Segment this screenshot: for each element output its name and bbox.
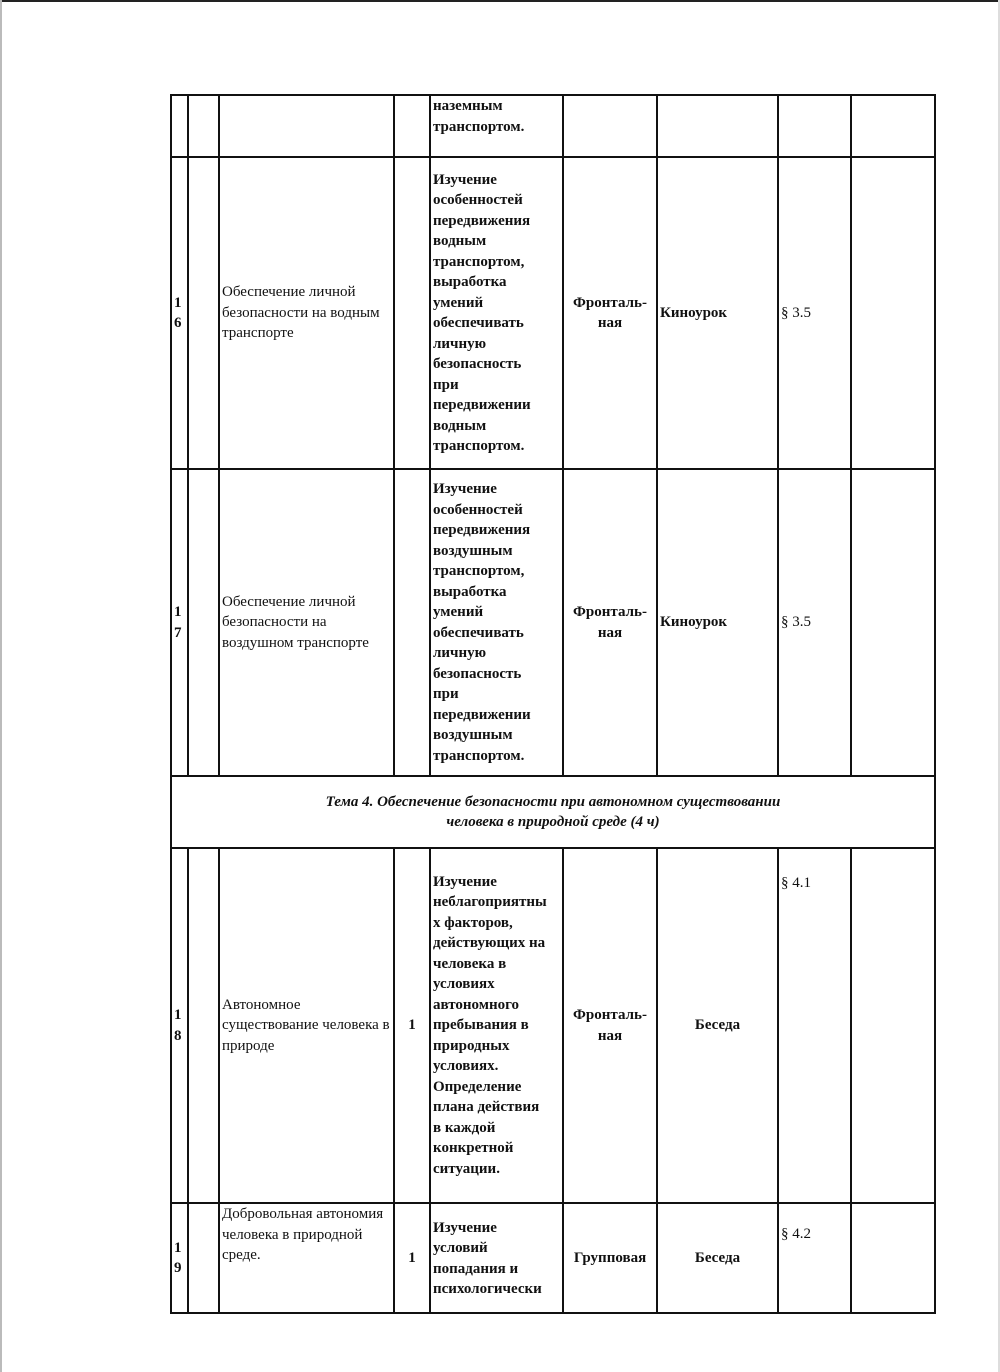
date-cell (188, 469, 219, 776)
lesson-title-cell: Обеспечение личной безопасности на водным транспорте (219, 157, 394, 469)
lesson-plan-table (170, 94, 936, 1314)
paragraph-cell: § 4.2 (778, 1203, 851, 1313)
lesson-number-cell: 1 6 (171, 157, 188, 469)
lesson-title-cell: Автономное существование человека в природе (219, 848, 394, 1203)
lesson-type-cell (657, 95, 778, 157)
lesson-number-cell: 1 8 (171, 848, 188, 1203)
date-cell (188, 157, 219, 469)
lesson-content-cell: Изучение особенностей передвижения воздушным транспортом, выработка умений обеспечивать личную безопасность при передвижении воздушным транспортом. (430, 469, 563, 776)
notes-cell (851, 95, 935, 157)
lesson-number-cell: 1 7 (171, 469, 188, 776)
table-row (171, 1203, 935, 1313)
lesson-content-cell: Изучение особенностей передвижения водным транспортом, выработка умений обеспечивать личную безопасность при передвижении водным транспортом. (430, 157, 563, 469)
date-cell (188, 95, 219, 157)
lesson-form-cell (563, 95, 657, 157)
lesson-title-cell: Обеспечение личной безопасности на воздушном транспорте (219, 469, 394, 776)
paragraph-cell: § 3.5 (778, 469, 851, 776)
lesson-type-cell: Беседа (657, 848, 778, 1203)
lesson-form-cell: Фронталь- ная (563, 157, 657, 469)
table-row (171, 95, 935, 157)
lesson-form-cell: Групповая (563, 1203, 657, 1313)
lesson-form-cell: Фронталь- ная (563, 469, 657, 776)
lesson-content-cell: наземным транспортом. (430, 95, 563, 157)
lesson-content-cell: Изучение условий попадания и психологически (430, 1203, 563, 1313)
lesson-content-cell: Изучение неблагоприятны х факторов, действующих на человека в условиях автономного пребывания в природных условиях. Определение плана действия в каждой конкретной ситуации. (430, 848, 563, 1203)
lesson-form-cell: Фронталь- ная (563, 848, 657, 1203)
lesson-type-cell: Киноурок (657, 157, 778, 469)
lesson-title-cell (219, 95, 394, 157)
lesson-number-cell: 1 9 (171, 1203, 188, 1313)
notes-cell (851, 848, 935, 1203)
notes-cell (851, 157, 935, 469)
hours-cell (394, 157, 430, 469)
scan-border-top (0, 0, 1000, 2)
lesson-type-cell: Беседа (657, 1203, 778, 1313)
paragraph-cell (778, 95, 851, 157)
table-row (171, 469, 935, 776)
notes-cell (851, 469, 935, 776)
hours-cell: 1 (394, 848, 430, 1203)
theme-heading-row (171, 776, 935, 848)
table-row (171, 157, 935, 469)
hours-cell: 1 (394, 1203, 430, 1313)
paragraph-cell: § 4.1 (778, 848, 851, 1203)
lesson-number-cell (171, 95, 188, 157)
notes-cell (851, 1203, 935, 1313)
scan-border-left (0, 0, 2, 1372)
date-cell (188, 1203, 219, 1313)
hours-cell (394, 469, 430, 776)
hours-cell (394, 95, 430, 157)
theme-heading: Тема 4. Обеспечение безопасности при автономном существовании человека в природной среде (4 ч) (171, 776, 935, 848)
date-cell (188, 848, 219, 1203)
lesson-title-cell: Добровольная автономия человека в природной среде. (219, 1203, 394, 1313)
paragraph-cell: § 3.5 (778, 157, 851, 469)
table-row (171, 848, 935, 1203)
lesson-type-cell: Киноурок (657, 469, 778, 776)
